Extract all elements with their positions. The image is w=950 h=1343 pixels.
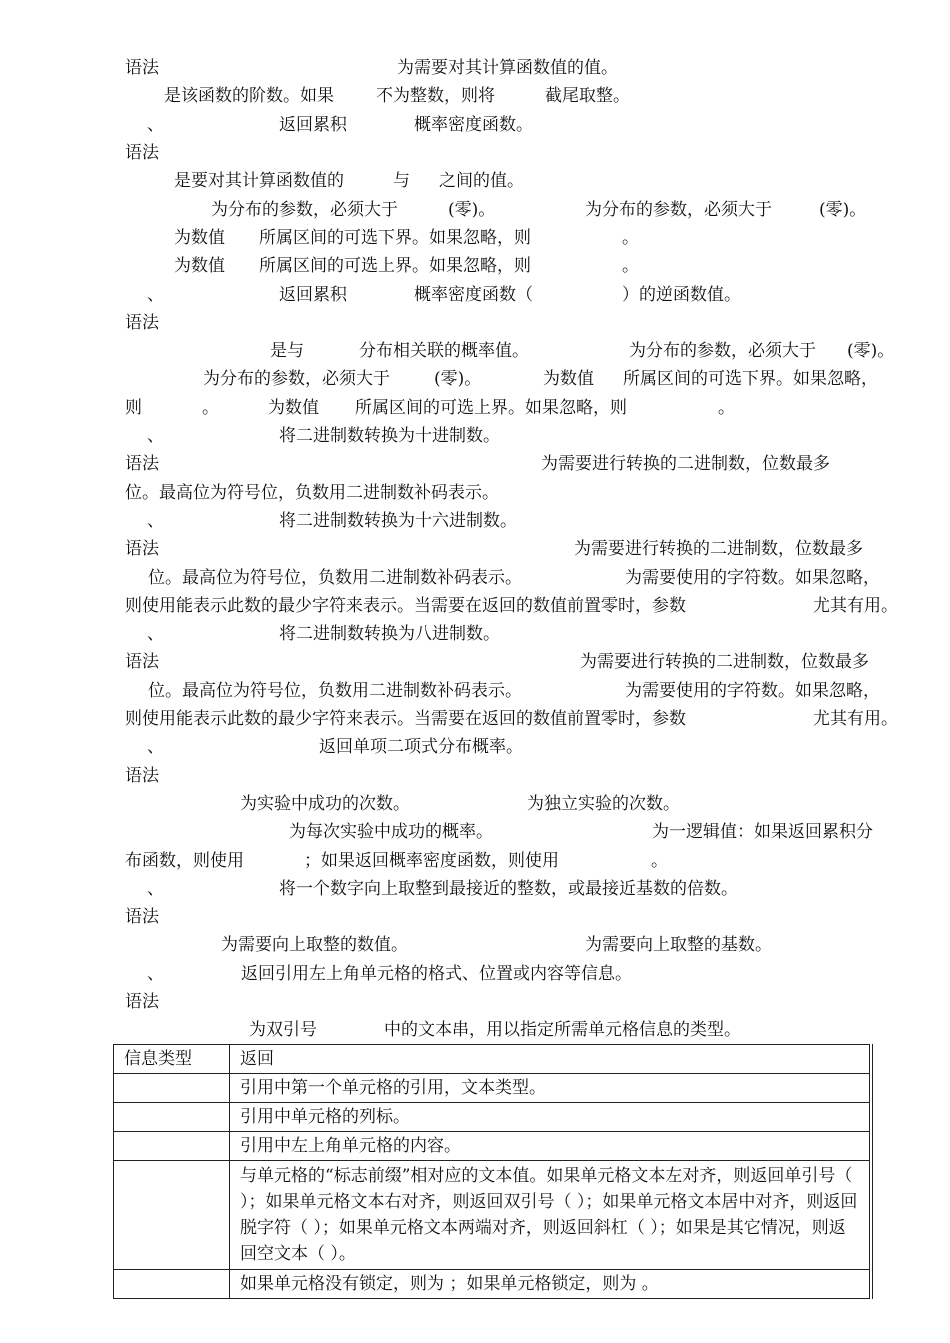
text-line [376,86,495,106]
table-row [114,1161,870,1270]
text-line [527,794,680,814]
text-segment: 尤其有用。 [813,596,898,616]
text-segment: 所属区间的可选上界。如果忽略，则 [355,398,627,418]
text-line [147,511,164,531]
text-line [847,341,894,361]
text-line [147,879,164,899]
text-segment: 位。最高位为符号位，负数用二进制数补码表示。 [148,568,522,588]
text-line [174,171,344,191]
text-line [125,596,686,616]
text-line [125,398,142,418]
text-segment: 将一个数字向上取整到最接近的整数，或最接近基数的倍数。 [279,879,738,899]
text-segment: 。 [622,256,639,276]
table-row [114,1074,870,1103]
text-segment: 中的文本串，用以指定所需单元格信息的类型。 [384,1020,741,1040]
text-line [359,341,529,361]
text-line [241,964,632,984]
text-segment: 语法 [125,143,159,163]
table-cell-type [114,1074,230,1103]
text-segment: 概率密度函数（ [414,285,533,305]
text-line [545,86,630,106]
text-line [147,426,164,446]
text-line [819,200,866,220]
text-line [125,851,244,871]
text-line [279,879,738,899]
header-cell-return: 返回 [230,1045,870,1074]
text-line [580,652,869,672]
text-line [125,483,499,503]
text-segment: 分布相关联的概率值。 [359,341,529,361]
text-line [813,596,898,616]
text-segment: 、 [147,285,164,305]
text-line [434,369,481,389]
text-segment: 为需要对其计算函数值的值。 [397,58,618,78]
table-cell-return: 如果单元格没有锁定，则为 ；如果单元格锁定，则为 。 [230,1270,870,1299]
text-segment: 则 [125,398,142,418]
table-cell-return: 引用中单元格的列标。 [230,1103,870,1132]
text-segment: 为每次实验中成功的概率。 [289,822,493,842]
text-segment: ；如果返回概率密度函数，则使用 [304,851,559,871]
table-row [114,1103,870,1132]
text-segment: 之间的值。 [439,171,524,191]
text-line [279,624,500,644]
text-line [174,228,225,248]
text-segment: 将二进制数转换为十进制数。 [279,426,500,446]
text-segment: 为分布的参数，必须大于 [629,341,816,361]
table-cell-return: 引用中第一个单元格的引用，文本类型。 [230,1074,870,1103]
text-line [279,115,347,135]
text-segment: 为需要使用的字符数。如果忽略， [625,568,880,588]
text-segment: 语法 [125,766,159,786]
text-line [625,568,880,588]
text-line [259,228,531,248]
text-segment: 为需要进行转换的二进制数，位数最多 [580,652,869,672]
text-segment: 为双引号 [249,1020,317,1040]
text-segment: 为需要向上取整的基数。 [585,935,772,955]
text-line [543,369,594,389]
text-line [289,822,493,842]
text-line [249,1020,317,1040]
text-segment: 不为整数，则将 [376,86,495,106]
text-segment: 为独立实验的次数。 [527,794,680,814]
text-line [125,454,159,474]
text-line [148,681,522,701]
text-line [393,171,410,191]
text-line [270,341,304,361]
table-cell-type [114,1161,230,1270]
table-cell-return: 与单元格的“标志前缀”相对应的文本值。如果单元格文本左对齐，则返回单引号（ ）；如果单元格文本右对齐，则返回双引号（ ）；如果单元格文本居中对齐，则返回脱字符（ ）；如果单元格文本两端对齐，则返回斜杠（ ）；如果是其它情况，则返回空文本（ ）。 [230,1161,870,1270]
text-segment: ）的逆函数值。 [622,285,741,305]
text-segment: 是该函数的阶数。如果 [164,86,334,106]
text-line [574,539,863,559]
text-line [211,200,398,220]
text-segment: 返回累积 [279,115,347,135]
text-segment: 为分布的参数，必须大于 [585,200,772,220]
text-segment: 语法 [125,313,159,333]
text-line [622,256,639,276]
text-line [125,766,159,786]
text-line [279,285,347,305]
text-line [625,681,880,701]
text-segment: 所属区间的可选下界。如果忽略， [623,369,878,389]
text-segment: 语法 [125,992,159,1012]
text-segment: 为需要进行转换的二进制数，位数最多 [541,454,830,474]
text-segment: 则使用能表示此数的最少字符来表示。当需要在返回的数值前置零时，参数 [125,709,686,729]
text-segment: 为实验中成功的次数。 [240,794,410,814]
text-line [164,86,334,106]
table-cell-type [114,1103,230,1132]
text-segment: 。 [622,228,639,248]
text-line [203,369,390,389]
text-line [319,737,523,757]
text-line [541,454,830,474]
text-segment: 语法 [125,58,159,78]
text-segment: 语法 [125,454,159,474]
text-line [268,398,319,418]
text-line [125,652,159,672]
text-segment: 为需要向上取整的数值。 [221,935,408,955]
text-segment: 为数值 [174,228,225,248]
info-type-table [113,1044,870,1299]
text-line [147,285,164,305]
text-segment: 语法 [125,652,159,672]
text-segment: 为需要进行转换的二进制数，位数最多 [574,539,863,559]
text-segment: 将二进制数转换为十六进制数。 [279,511,517,531]
text-line [585,935,772,955]
text-line [622,228,639,248]
text-line [174,256,225,276]
text-segment: 、 [147,624,164,644]
text-segment: 是与 [270,341,304,361]
text-segment: 、 [147,115,164,135]
text-line [651,851,668,871]
text-line [147,964,164,984]
text-segment: (零)。 [448,200,496,220]
text-line [718,398,735,418]
text-segment: 、 [147,426,164,446]
text-line [125,709,686,729]
text-segment: 截尾取整。 [545,86,630,106]
text-segment: 为数值 [543,369,594,389]
text-segment: 是要对其计算函数值的 [174,171,344,191]
table-double-border [872,1044,873,1299]
text-segment: 。 [202,398,219,418]
text-line [414,285,533,305]
text-segment: 、 [147,737,164,757]
text-segment: 与 [393,171,410,191]
text-segment: 为需要使用的字符数。如果忽略， [625,681,880,701]
text-segment: 、 [147,964,164,984]
text-line [623,369,878,389]
table-row [114,1132,870,1161]
text-segment: 概率密度函数。 [414,115,533,135]
text-line [279,426,500,446]
text-segment: 所属区间的可选下界。如果忽略，则 [259,228,531,248]
text-line [384,1020,741,1040]
text-line [148,568,522,588]
text-line [304,851,559,871]
text-segment: 尤其有用。 [813,709,898,729]
text-segment: 位。最高位为符号位，负数用二进制数补码表示。 [125,483,499,503]
text-segment: 位。最高位为符号位，负数用二进制数补码表示。 [148,681,522,701]
text-segment: 为分布的参数，必须大于 [203,369,390,389]
text-line [414,115,533,135]
text-line [813,709,898,729]
text-line [355,398,627,418]
table-cell-type [114,1132,230,1161]
text-segment: 返回单项二项式分布概率。 [319,737,523,757]
text-segment: 语法 [125,907,159,927]
text-line [439,171,524,191]
header-cell-info-type: 信息类型 [114,1045,230,1074]
text-segment: 所属区间的可选上界。如果忽略，则 [259,256,531,276]
text-segment: 为分布的参数，必须大于 [211,200,398,220]
text-line [202,398,219,418]
text-line [397,58,618,78]
text-segment: 、 [147,879,164,899]
text-segment: (零)。 [819,200,867,220]
text-segment: 则使用能表示此数的最少字符来表示。当需要在返回的数值前置零时，参数 [125,596,686,616]
text-line [125,313,159,333]
text-segment: 。 [651,851,668,871]
text-line [125,539,159,559]
text-segment: 、 [147,511,164,531]
text-segment: 返回累积 [279,285,347,305]
text-line [585,200,772,220]
table-row [114,1270,870,1299]
text-segment: 为一逻辑值：如果返回累积分 [652,822,873,842]
text-segment: 。 [718,398,735,418]
text-line [147,624,164,644]
text-line [125,992,159,1012]
text-line [652,822,873,842]
text-line [125,58,159,78]
text-line [629,341,816,361]
text-line [147,737,164,757]
text-line [240,794,410,814]
text-segment: 语法 [125,539,159,559]
text-segment: (零)。 [434,369,482,389]
text-segment: 为数值 [268,398,319,418]
text-line [147,115,164,135]
table-header-row [114,1045,870,1074]
text-line [622,285,741,305]
text-line [221,935,408,955]
text-line [279,511,517,531]
text-segment: 布函数，则使用 [125,851,244,871]
text-line [448,200,495,220]
table-cell-return: 引用中左上角单元格的内容。 [230,1132,870,1161]
text-segment: 为数值 [174,256,225,276]
text-line [125,143,159,163]
text-segment: 将二进制数转换为八进制数。 [279,624,500,644]
text-line [259,256,531,276]
text-line [125,907,159,927]
table-cell-type [114,1270,230,1299]
text-segment: 返回引用左上角单元格的格式、位置或内容等信息。 [241,964,632,984]
text-segment: (零)。 [847,341,895,361]
